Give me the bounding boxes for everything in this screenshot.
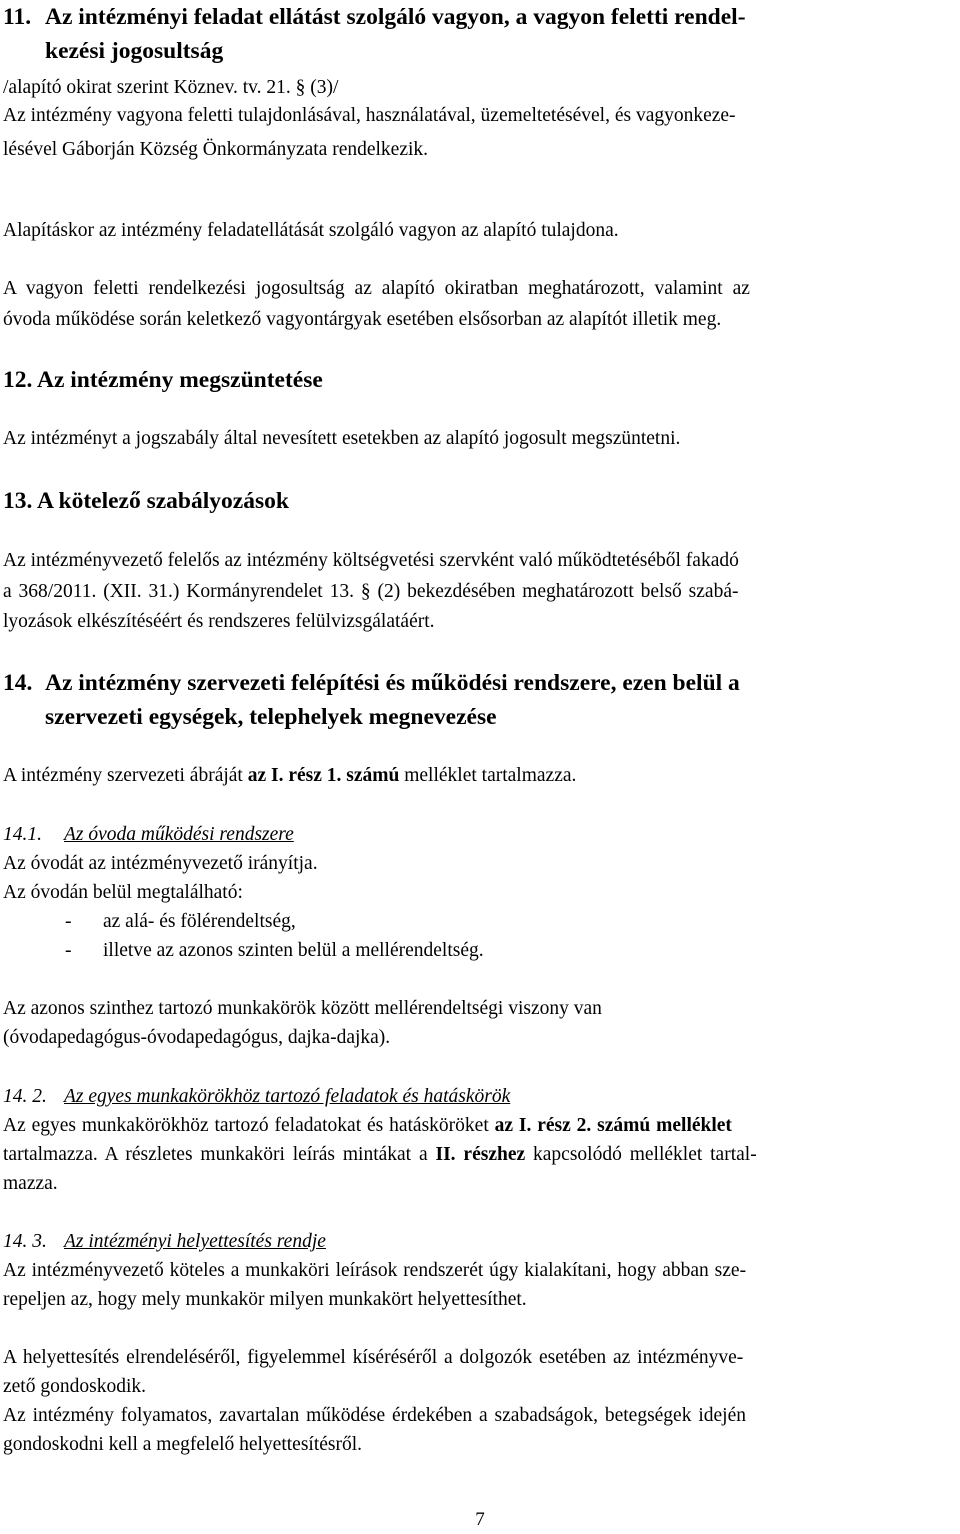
section-number: 12. bbox=[3, 367, 33, 393]
section-number: 14. bbox=[3, 670, 33, 696]
subsection-title: Az intézményi helyettesítés rendje bbox=[64, 1231, 326, 1252]
section-12-heading bbox=[3, 363, 323, 397]
bold-text-run: II. részhez bbox=[435, 1144, 526, 1165]
section-13-heading bbox=[3, 484, 289, 518]
paragraph bbox=[3, 101, 958, 164]
subsection-14-2 bbox=[3, 1082, 958, 1198]
section-title-line: Az intézményi feladat ellátást szolgáló vagyon, a vagyon feletti rendel- bbox=[45, 4, 746, 30]
paragraph-line: a 368/2011. (XII. 31.) Kormányrendelet 13. § (2) bekezdésében meghatározott belső szabá- bbox=[3, 581, 739, 602]
text-run: kapcsolódó melléklet tartal- bbox=[525, 1144, 757, 1165]
bold-text-run: az I. rész 2. számú melléklet bbox=[494, 1115, 732, 1136]
paragraph-line: zető gondoskodik. bbox=[3, 1376, 146, 1397]
subsection-heading bbox=[3, 1227, 958, 1256]
list-item bbox=[3, 907, 958, 936]
paragraph-line: A helyettesítés elrendeléséről, figyelemmel kíséréséről a dolgozók esetében az intézményve- bbox=[3, 1347, 744, 1368]
page-number: 7 bbox=[475, 1509, 485, 1530]
paragraph-line: mazza. bbox=[3, 1173, 58, 1194]
bold-text-run: az I. rész 1. számú bbox=[247, 765, 400, 786]
section-title-line: kezési jogosultság bbox=[45, 38, 224, 64]
paragraph-line: (óvodapedagógus-óvodapedagógus, dajka-dajka). bbox=[3, 1027, 391, 1048]
section-title-line: szervezeti egységek, telephelyek megnevezése bbox=[45, 704, 497, 730]
paragraph-line: Az intézményvezető felelős az intézmény költségvetési szervként való működtetéséből fakadó bbox=[3, 550, 739, 571]
text-run: tartalmazza. A részletes munkaköri leírás mintákat a bbox=[3, 1144, 436, 1165]
paragraph-line: Az azonos szinthez tartozó munkakörök között mellérendeltségi viszony van bbox=[3, 998, 602, 1019]
paragraph-line: Az óvodát az intézményvezető irányítja. bbox=[3, 853, 318, 874]
paragraph-line: gondoskodni kell a megfelelő helyettesítésről. bbox=[3, 1434, 363, 1455]
list-dash: - bbox=[65, 940, 72, 961]
paragraph-line: lésével Gáborján Község Önkormányzata rendelkezik. bbox=[3, 139, 429, 160]
paragraph: Alapításkor az intézmény feladatellátását szolgáló vagyon az alapító tulajdona. bbox=[3, 220, 619, 241]
legal-reference: /alapító okirat szerint Köznev. tv. 21. § (3)/ bbox=[3, 77, 339, 98]
paragraph-line bbox=[3, 1140, 958, 1169]
subsection-number: 14. 3. bbox=[3, 1231, 47, 1252]
paragraph-line: óvoda működése során keletkező vagyontárgyak esetében elsősorban az alapítót illetik meg. bbox=[3, 309, 722, 330]
subsection-14-1 bbox=[3, 820, 958, 1052]
list-item bbox=[3, 936, 958, 965]
subsection-14-3 bbox=[3, 1227, 958, 1459]
subsection-number: 14.1. bbox=[3, 824, 42, 845]
list-item-text: illetve az azonos szinten belül a mellérendeltség. bbox=[103, 940, 484, 961]
section-number: 13. bbox=[3, 488, 33, 514]
paragraph-line bbox=[3, 1111, 958, 1140]
section-title-line: Az intézmény szervezeti felépítési és működési rendszere, ezen belül a bbox=[45, 670, 740, 696]
paragraph-line: lyozások elkészítéséért és rendszeres felülvizsgálatáért. bbox=[3, 611, 435, 632]
text-run: Az egyes munkakörökhöz tartozó feladatokat és hatásköröket bbox=[3, 1115, 495, 1136]
section-title: A kötelező szabályozások bbox=[36, 488, 289, 514]
list-item-text: az alá- és fölérendeltség, bbox=[103, 911, 296, 932]
paragraph-line: Az óvodán belül megtalálható: bbox=[3, 882, 243, 903]
text-run: A intézmény szervezeti ábráját bbox=[3, 765, 248, 786]
paragraph bbox=[3, 761, 576, 790]
paragraph-line: Az intézményvezető köteles a munkaköri leírások rendszerét úgy kialakítani, hogy abban sze- bbox=[3, 1260, 747, 1281]
section-14-heading bbox=[3, 666, 958, 734]
paragraph bbox=[3, 546, 958, 636]
paragraph bbox=[3, 274, 958, 334]
paragraph-line: Az intézmény folyamatos, zavartalan működése érdekében a szabadságok, betegségek idején bbox=[3, 1405, 746, 1426]
subsection-title: Az óvoda működési rendszere bbox=[64, 824, 294, 845]
paragraph-line: A vagyon feletti rendelkezési jogosultság az alapító okiratban meghatározott, valamint az bbox=[3, 278, 750, 299]
subsection-number: 14. 2. bbox=[3, 1086, 47, 1107]
paragraph-line: repeljen az, hogy mely munkakör milyen munkakört helyettesíthet. bbox=[3, 1289, 527, 1310]
subsection-heading bbox=[3, 1082, 958, 1111]
section-title: Az intézmény megszüntetése bbox=[36, 367, 323, 393]
paragraph: Az intézményt a jogszabály által nevesített esetekben az alapító jogosult megszüntetni. bbox=[3, 428, 681, 449]
paragraph-line: Az intézmény vagyona feletti tulajdonlásával, használatával, üzemeltetésével, és vagyonkeze- bbox=[3, 105, 736, 126]
list-dash: - bbox=[65, 911, 72, 932]
section-11-heading bbox=[3, 0, 958, 68]
section-number: 11. bbox=[3, 4, 32, 30]
subsection-title: Az egyes munkakörökhöz tartozó feladatok és hatáskörök bbox=[64, 1086, 511, 1107]
subsection-heading bbox=[3, 820, 958, 849]
text-run: melléklet tartalmazza. bbox=[399, 765, 577, 786]
